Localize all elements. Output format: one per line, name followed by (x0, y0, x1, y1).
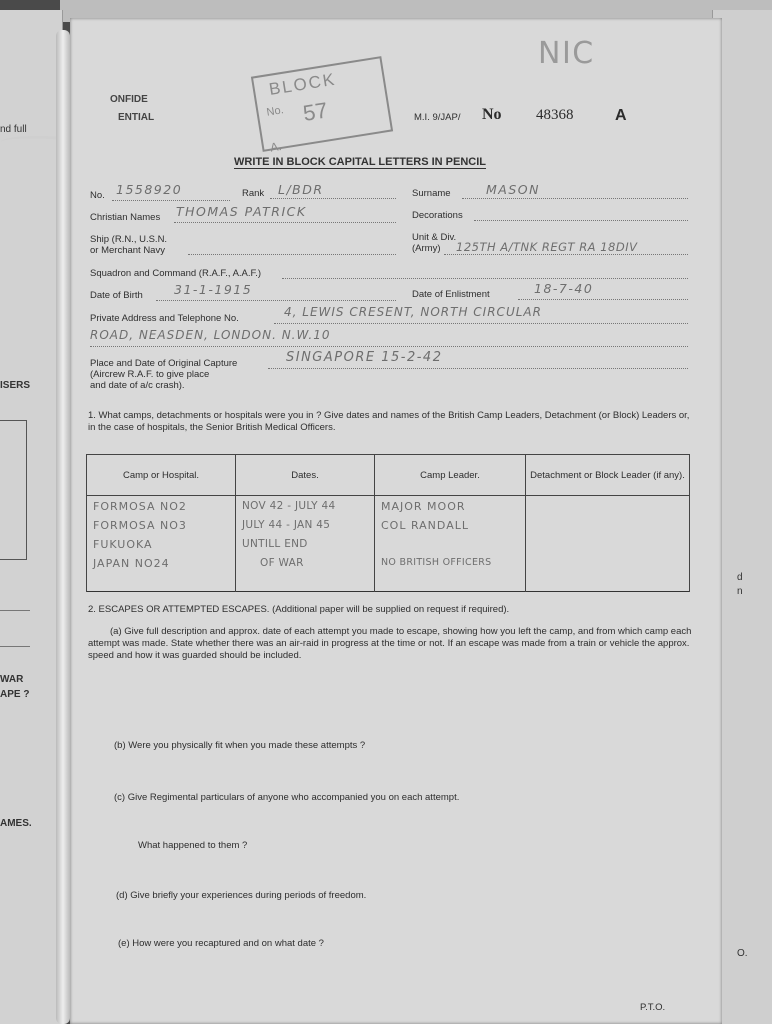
left-fragment: ISERS (0, 380, 31, 391)
camp-column (87, 496, 236, 592)
leader-header: Camp Leader. (375, 455, 526, 496)
left-fragment: APE ? (0, 689, 30, 700)
camp-cell: FORMOSA NO3 (93, 519, 187, 532)
question-2d: (d) Give briefly your experiences during periods of freedom. (116, 890, 367, 901)
left-fragment: AMES. (0, 818, 32, 829)
stamp-number: 57 (301, 97, 330, 126)
pto-note: P.T.O. (640, 1002, 666, 1013)
decorations-label: Decorations (412, 210, 463, 221)
leader-column (375, 496, 526, 592)
squadron-label: Squadron and Command (R.A.F., A.A.F.) (90, 268, 262, 279)
leader-cell: NO BRITISH OFFICERS (381, 557, 492, 568)
corner-pencil-mark: NIC (538, 36, 595, 71)
leader-cell: COL RANDALL (381, 519, 469, 532)
question-2a: (a) Give full description and approx. date of each attempt you made to escape, showing how you left the camp, and from which camp each attempt was made. State whether there was an air-raid in progress at the time or not. If an escape was made from a train or vehicle the approx. speed and how it was guarded should be included. (88, 626, 692, 661)
camps-table (86, 454, 690, 592)
stamp-title: BLOCK (267, 69, 338, 99)
block-stamp (251, 56, 393, 155)
surname-value: MASON (486, 182, 540, 197)
camp-header: Camp or Hospital. (87, 455, 236, 496)
left-rule (0, 610, 30, 611)
camp-cell: FUKUOKA (93, 538, 153, 551)
leader-cell: MAJOR MOOR (381, 500, 466, 513)
dates-column (236, 496, 375, 592)
right-fragment: n (737, 586, 743, 597)
christian-names-value: THOMAS PATRICK (176, 204, 307, 219)
serial-number: 48368 (536, 107, 574, 123)
question-2c-followup: What happened to them ? (138, 840, 248, 851)
ship-label: Ship (R.N., U.S.N. (90, 234, 168, 245)
serial-suffix: A (615, 107, 627, 124)
dates-header: Dates. (236, 455, 375, 496)
left-fragment: nd full (0, 124, 27, 135)
detachment-column (526, 496, 690, 592)
right-fragment: O. (737, 948, 748, 959)
confidential-line1: ONFIDE (110, 94, 148, 105)
left-rule (0, 646, 30, 647)
stamp-letter: A. (269, 138, 283, 155)
confidential-line2: ENTIAL (118, 112, 155, 123)
serial-prefix: No (482, 106, 502, 123)
capture-value: SINGAPORE 15-2-42 (286, 350, 443, 365)
instruction-heading: WRITE IN BLOCK CAPITAL LETTERS IN PENCIL (234, 156, 486, 168)
address-label: Private Address and Telephone No. (90, 313, 239, 324)
form-ref: M.I. 9/JAP/ (414, 112, 461, 123)
enlistment-value: 18-7-40 (534, 281, 594, 296)
rank-value: L/BDR (278, 182, 324, 197)
rank-label: Rank (242, 188, 265, 199)
question-2e: (e) How were you recaptured and on what date ? (118, 938, 324, 949)
dates-cell: JULY 44 - JAN 45 (242, 519, 331, 531)
detachment-header: Detachment or Block Leader (if any). (526, 455, 690, 496)
question-2c: (c) Give Regimental particulars of anyone who accompanied you on each attempt. (114, 792, 460, 803)
unit-label: Unit & Div. (412, 232, 457, 243)
question-2b: (b) Were you physically fit when you made these attempts ? (114, 740, 366, 751)
dob-label: Date of Birth (90, 290, 143, 301)
dob-value: 31-1-1915 (174, 282, 253, 297)
number-label: No. (90, 190, 105, 201)
interrogation-form (70, 18, 722, 1024)
binding-string (56, 30, 70, 1024)
capture-label3: and date of a/c crash). (90, 380, 185, 391)
unit-value: 125TH A/TNK REGT RA 18DIV (456, 240, 638, 254)
camp-cell: FORMOSA NO2 (93, 500, 187, 513)
ship-label2: or Merchant Navy (90, 245, 165, 256)
dates-cell: UNTILL END (242, 538, 308, 550)
capture-label: Place and Date of Original Capture (90, 358, 238, 369)
dates-cell: NOV 42 - JULY 44 (242, 500, 336, 512)
enlistment-label: Date of Enlistment (412, 289, 490, 300)
question-2: 2. ESCAPES OR ATTEMPTED ESCAPES. (Additional paper will be supplied on request if required). (88, 604, 510, 615)
question-1: 1. What camps, detachments or hospitals were you in ? Give dates and names of the British Camp Leaders, Detachment (or Block) Leaders or, in the case of hospitals, the Senior British Medical Officers. (88, 410, 690, 433)
camp-cell: JAPAN NO24 (93, 557, 170, 570)
left-fragment: WAR (0, 674, 24, 685)
leader-cell (381, 538, 519, 557)
address-line1: 4, LEWIS CRESENT, NORTH CIRCULAR (284, 305, 542, 319)
underlying-left-page (0, 10, 63, 1024)
number-value: 1558920 (116, 182, 183, 197)
surname-label: Surname (412, 188, 451, 199)
capture-label2: (Aircrew R.A.F. to give place (90, 369, 210, 380)
christian-names-label: Christian Names (90, 212, 161, 223)
address-line2: ROAD, NEASDEN, LONDON. N.W.10 (90, 328, 331, 342)
dates-cell: OF WAR (260, 557, 304, 569)
unit-label2: (Army) (412, 243, 441, 254)
stamp-no: No. (265, 104, 285, 119)
left-page-box (0, 420, 27, 560)
right-fragment: d (737, 572, 743, 583)
